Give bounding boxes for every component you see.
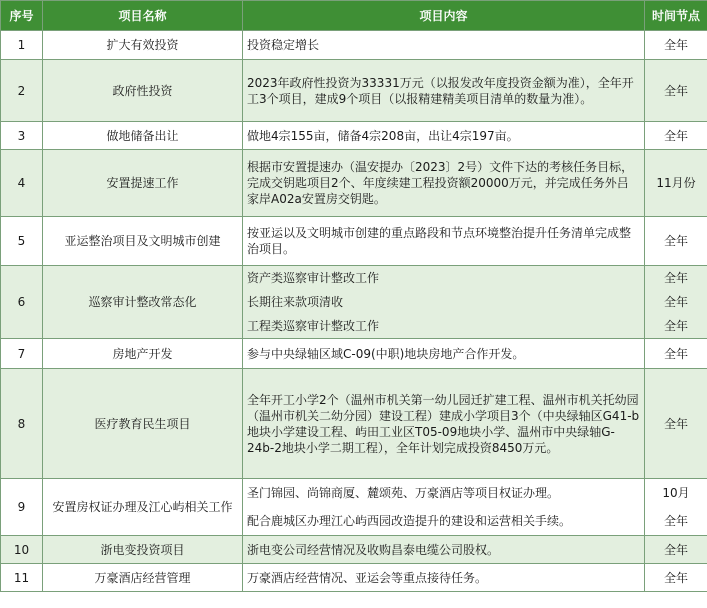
table-row (1, 564, 707, 592)
time-node: 全年 (645, 122, 707, 150)
content-line: 配合鹿城区办理江心屿西园改造提升的建设和运营相关手续。 (247, 514, 572, 528)
time-line: 10月 (662, 486, 690, 500)
row-number: 11 (1, 564, 43, 592)
time-node (645, 479, 707, 536)
table-row (1, 479, 707, 536)
project-name: 浙电变投资项目 (43, 536, 243, 564)
header-name: 项目名称 (43, 1, 243, 31)
table-row (1, 369, 707, 479)
time-node: 全年 (645, 217, 707, 266)
time-node: 全年 (645, 369, 707, 479)
row-number: 3 (1, 122, 43, 150)
time-line: 全年 (663, 319, 688, 333)
row-number: 5 (1, 217, 43, 266)
table-row (1, 31, 707, 60)
row-number: 9 (1, 479, 43, 536)
project-content: 浙电变公司经营情况及收购昌泰电缆公司股权。 (243, 536, 645, 564)
row-number: 8 (1, 369, 43, 479)
project-content (243, 266, 645, 339)
project-name: 扩大有效投资 (43, 31, 243, 60)
content-line: 圣门锦园、尚锦商厦、麓颂苑、万豪酒店等项目权证办理。 (247, 486, 560, 500)
project-content: 万豪酒店经营情况、亚运会等重点接待任务。 (243, 564, 645, 592)
header-row (1, 1, 707, 31)
table-row (1, 60, 707, 122)
time-line: 全年 (663, 295, 688, 309)
project-name: 万豪酒店经营管理 (43, 564, 243, 592)
project-name: 医疗教育民生项目 (43, 369, 243, 479)
time-node: 全年 (645, 536, 707, 564)
project-name: 安置房权证办理及江心屿相关工作 (43, 479, 243, 536)
project-content: 根据市安置提速办（温安提办〔2023〕2号）文件下达的考核任务目标，完成交钥匙项目2个、年度续建工程投资额20000万元，并完成任务外吕家岸A02a安置房交钥匙。 (243, 150, 645, 217)
row-number: 10 (1, 536, 43, 564)
header-time: 时间节点 (645, 1, 707, 31)
header-content: 项目内容 (243, 1, 645, 31)
time-line: 全年 (663, 514, 688, 528)
content-line: 资产类巡察审计整改工作 (247, 271, 380, 285)
table-row (1, 217, 707, 266)
time-line: 全年 (663, 271, 688, 285)
row-number: 7 (1, 339, 43, 369)
time-node (645, 266, 707, 339)
project-content (243, 479, 645, 536)
table-row (1, 536, 707, 564)
project-name: 亚运整治项目及文明城市创建 (43, 217, 243, 266)
table-row (1, 266, 707, 339)
time-node: 全年 (645, 31, 707, 60)
project-content: 按亚运以及文明城市创建的重点路段和节点环境整治提升任务清单完成整治项目。 (243, 217, 645, 266)
project-content: 2023年政府性投资为33331万元（以报发改年度投资金额为准），全年开工3个项目，建成9个项目（以报精建精美项目清单的数量为准）。 (243, 60, 645, 122)
project-name: 政府性投资 (43, 60, 243, 122)
project-name: 安置提速工作 (43, 150, 243, 217)
time-node: 11月份 (645, 150, 707, 217)
content-line: 工程类巡察审计整改工作 (247, 319, 380, 333)
project-name: 房地产开发 (43, 339, 243, 369)
project-content: 参与中央绿轴区域C-09(中职)地块房地产合作开发。 (243, 339, 645, 369)
project-name: 做地储备出让 (43, 122, 243, 150)
row-number: 1 (1, 31, 43, 60)
row-number: 4 (1, 150, 43, 217)
content-line: 长期往来款项清收 (247, 295, 344, 309)
table-row (1, 150, 707, 217)
row-number: 6 (1, 266, 43, 339)
project-content: 投资稳定增长 (243, 31, 645, 60)
project-content: 全年开工小学2个（温州市机关第一幼儿园迁扩建工程、温州市机关托幼园（温州市机关二幼分园）建设工程）建成小学项目3个（中央绿轴区G41-b地块小学建设工程、屿田工业区T05-09地块小学、温州市中央绿轴G-24b-2地块小学二期工程），全年计划完成投资8450万元。 (243, 369, 645, 479)
project-name: 巡察审计整改常态化 (43, 266, 243, 339)
header-no: 序号 (1, 1, 43, 31)
time-node: 全年 (645, 564, 707, 592)
project-content: 做地4宗155亩，储备4宗208亩，出让4宗197亩。 (243, 122, 645, 150)
row-number: 2 (1, 60, 43, 122)
time-node: 全年 (645, 60, 707, 122)
time-node: 全年 (645, 339, 707, 369)
table-row (1, 339, 707, 369)
table-row (1, 122, 707, 150)
